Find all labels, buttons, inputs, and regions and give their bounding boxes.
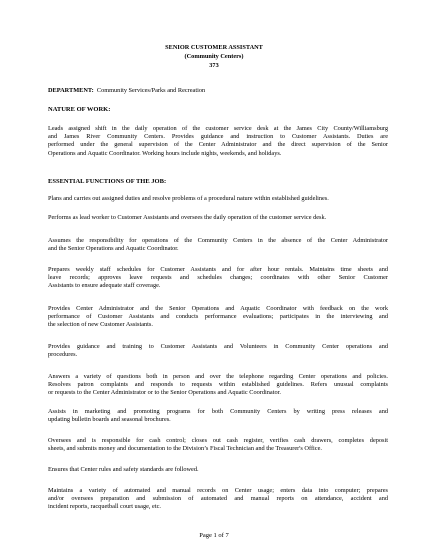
paragraph-line: Ensures that Center rules and safety standards are followed. xyxy=(48,466,199,473)
paragraph-line: Assumes the responsibility for operations of the Community Centers in the absence of the Center Administrator xyxy=(48,237,388,244)
job-title: SENIOR CUSTOMER ASSISTANT xyxy=(165,44,263,51)
paragraph-line: procedures. xyxy=(48,351,78,359)
department-line xyxy=(48,87,205,95)
department-label: DEPARTMENT: xyxy=(48,87,94,94)
job-code: 373 xyxy=(209,62,219,69)
paragraph-line: Leads assigned shift in the daily operation of the customer service desk at the James City County/Williamsburg xyxy=(48,125,388,132)
paragraph-line: Performs as lead worker to Customer Assistants and oversees the daily operation of the customer service desk. xyxy=(48,214,327,221)
paragraph-line: and the Senior Operations and Aquatic Coordinator. xyxy=(48,245,179,253)
paragraph-line: sheets, and submits money and documentation to the Division’s Fiscal Technician and the Treasurer's Office. xyxy=(48,445,322,453)
paragraph-line: Answers a variety of questions both in person and over the telephone regarding Center operations and policies. xyxy=(48,373,388,380)
paragraph-line: Assists in marketing and promoting programs for both Community Centers by writing press releases and xyxy=(48,408,388,415)
function-paragraph xyxy=(48,408,388,424)
paragraph-line: and James River Community Centers. Provides guidance and instruction to Customer Assistants. Duties are xyxy=(48,133,388,141)
nature-of-work-heading: NATURE OF WORK: xyxy=(48,106,111,113)
paragraph-line: Plans and carries out assigned duties and resolve problems of a procedural nature within established guidelines. xyxy=(48,195,329,202)
function-paragraph xyxy=(48,466,388,474)
paragraph-line: incident reports, racquetball court usage, etc. xyxy=(48,503,161,511)
function-paragraph xyxy=(48,214,388,222)
paragraph-line: leave records; approves leave requests and schedules changes; coordinates with other Senior Customer xyxy=(48,274,388,282)
function-paragraph xyxy=(48,373,388,398)
function-paragraph xyxy=(48,437,388,453)
function-paragraph xyxy=(48,237,388,253)
function-paragraph xyxy=(48,195,388,203)
page-number: Page 1 of 7 xyxy=(199,532,229,539)
paragraph-line: Oversees and is responsible for cash control; closes out cash register, verifies cash drawers, completes deposit xyxy=(48,437,388,444)
function-paragraph xyxy=(48,305,388,330)
paragraph-line: updating bulletin boards and seasonal brochures. xyxy=(48,416,171,424)
nature-of-work-paragraph xyxy=(48,125,388,158)
essential-functions-heading: ESSENTIAL FUNCTIONS OF THE JOB: xyxy=(48,178,167,185)
paragraph-line: Provides Center Administrator and the Senior Operations and Aquatic Coordinator with feedback on the work xyxy=(48,305,388,312)
paragraph-line: and/or oversees preparation and submission of automated and manual reports on attendance, accident and xyxy=(48,495,388,503)
department-value: Community Services/Parks and Recreation xyxy=(96,87,206,94)
function-paragraph xyxy=(48,487,388,512)
paragraph-line: Operations and Aquatic Coordinator. Working hours include nights, weekends, and holidays. xyxy=(48,149,282,157)
paragraph-line: performance of Customer Assistants and conducts performance evaluations; participates in the interviewing and xyxy=(48,313,388,321)
paragraph-line: Maintains a variety of automated and manual records on Center usage; enters data into computer; prepares xyxy=(48,487,388,494)
paragraph-line: Assistants to ensure adequate staff coverage. xyxy=(48,282,161,290)
function-paragraph xyxy=(48,266,388,291)
paragraph-line: Provides guidance and training to Customer Assistants and Volunteers in Community Center operations and xyxy=(48,343,388,350)
paragraph-line: Prepares weekly staff schedules for Customer Assistants and for after hour rentals. Maintains time sheets and xyxy=(48,266,388,273)
paragraph-line: or requests to the Center Administrator or to the Senior Operations and Aquatic Coordinator. xyxy=(48,389,281,397)
paragraph-line: performed under the general supervision of the Center Administrator and the direct supervision of the Senior xyxy=(48,141,388,149)
job-subtitle: (Community Centers) xyxy=(184,53,244,60)
paragraph-line: the selection of new Customer Assistants. xyxy=(48,321,153,329)
function-paragraph xyxy=(48,343,388,359)
paragraph-line: Resolves patron complaints and responds to requests within established guidelines. Refers unusual complaints xyxy=(48,381,388,389)
